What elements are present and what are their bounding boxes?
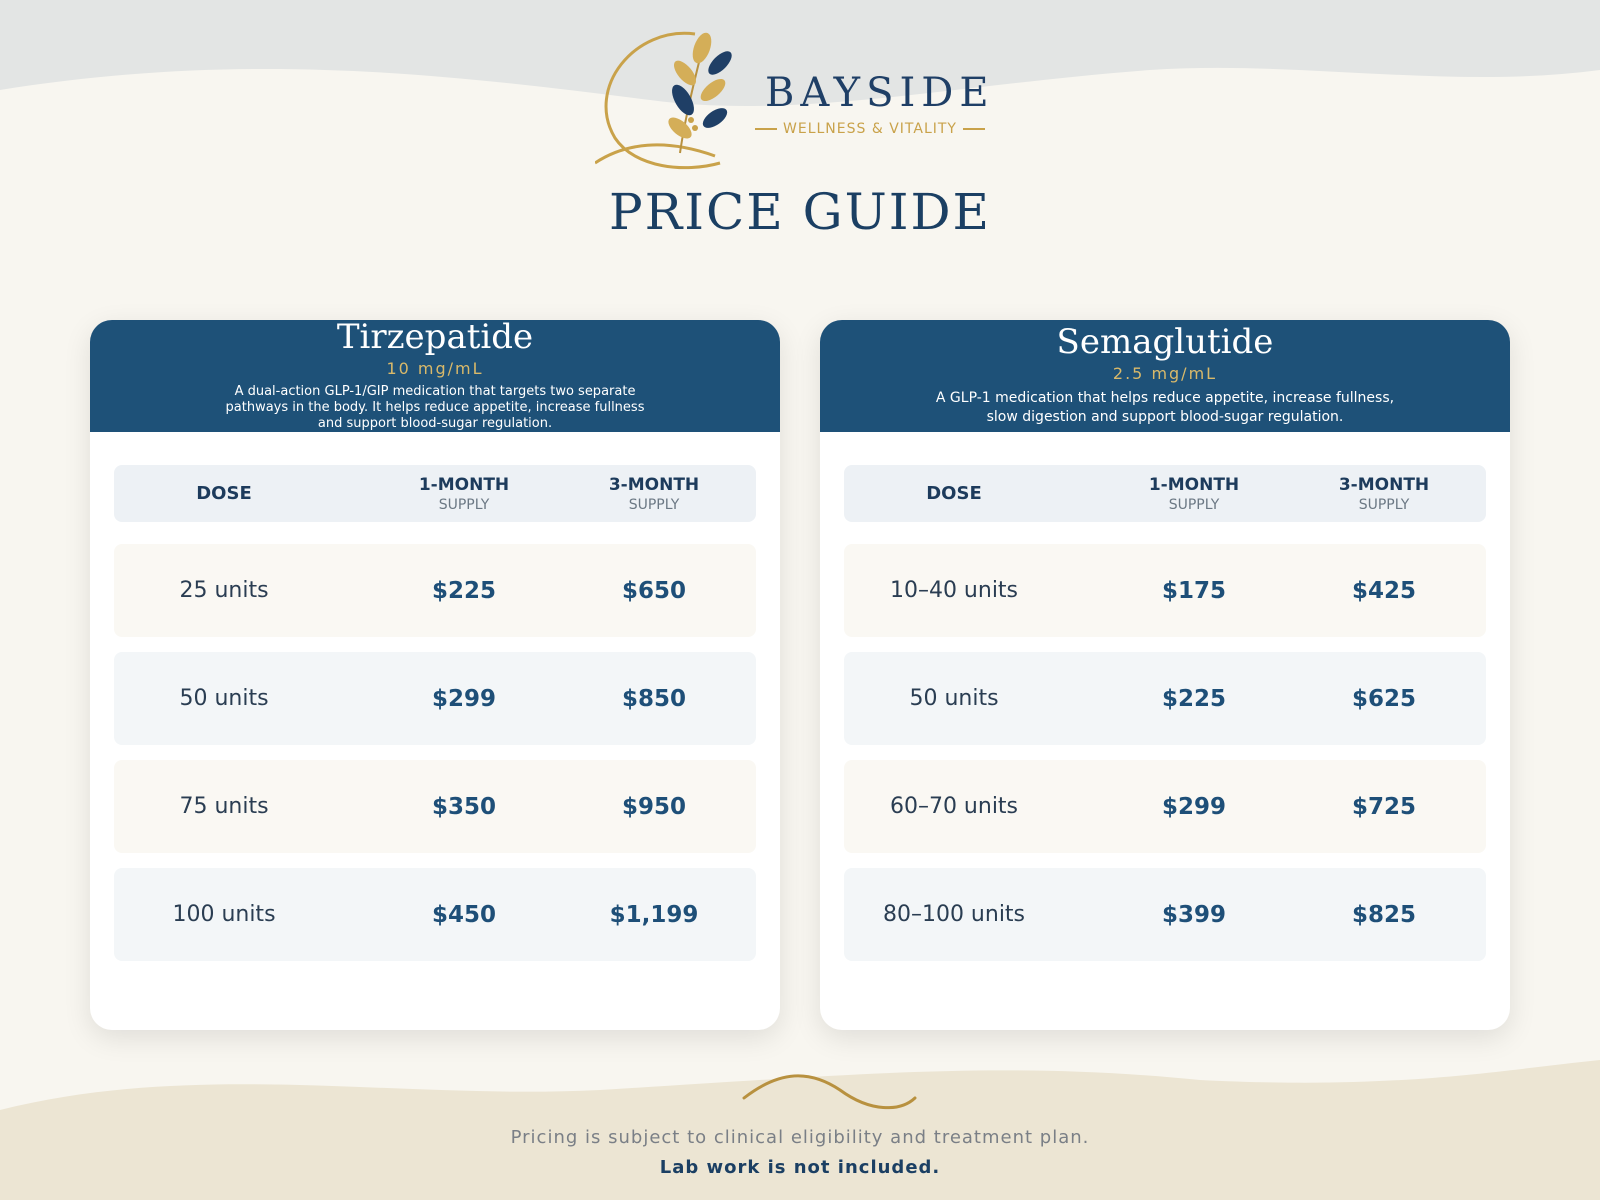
header-1-month-sub: SUPPLY [438,496,490,513]
dose-cell: 100 units [172,902,276,927]
price-1-month: $175 [1161,577,1226,604]
brand-tagline-text: WELLNESS & VITALITY [783,121,957,137]
product-name: Semaglutide [1056,321,1274,362]
leaf-emblem-icon [595,28,745,170]
price-1-month: $299 [431,685,496,712]
brand-tagline [755,121,1005,137]
price-table [114,465,756,961]
table-row [114,652,756,745]
table-row [844,652,1486,745]
table-body [114,544,756,961]
price-1-month: $225 [431,577,496,604]
product-name: Tirzepatide [336,320,534,357]
header-3-month-sub: SUPPLY [1358,496,1410,513]
table-header [844,465,1486,522]
dose-cell: 10–40 units [889,578,1019,603]
header-3-month [594,475,714,513]
price-table [844,465,1486,961]
dose-cell: 75 units [179,794,269,819]
footer-note: Pricing is subject to clinical eligibility and treatment plan. [510,1127,1090,1148]
product-concentration: 2.5 mg/mL [1112,364,1218,384]
table-row [114,868,756,961]
header-dose: DOSE [196,483,252,504]
table-header [114,465,756,522]
product-description: A GLP-1 medication that helps reduce appetite, increase fullness, slow digestion and support blood-sugar regulation. [935,390,1395,426]
header-1-month [1064,475,1324,513]
price-1-month: $299 [1161,793,1226,820]
header-1-month-label: 1-MONTH [1148,474,1240,495]
brand-logo [595,28,1015,170]
price-3-month: $850 [621,685,686,712]
header-dose: DOSE [926,483,982,504]
tagline-rule-right [963,128,985,130]
dose-cell: 50 units [909,686,999,711]
price-1-month: $399 [1161,901,1226,928]
price-3-month: $1,199 [609,901,699,928]
tagline-rule-left [755,128,777,130]
footer-emphasis: Lab work is not included. [659,1157,941,1178]
card-header [90,320,780,432]
swirl-divider-icon [740,1070,920,1120]
price-1-month: $225 [1161,685,1226,712]
dose-cell: 25 units [179,578,269,603]
header-1-month-label: 1-MONTH [418,474,510,495]
price-3-month: $725 [1351,793,1416,820]
product-concentration: 10 mg/mL [386,359,484,379]
page-title: PRICE GUIDE [608,183,992,241]
header-1-month-sub: SUPPLY [1168,496,1220,513]
table-row [114,760,756,853]
price-3-month: $825 [1351,901,1416,928]
header-1-month [334,475,594,513]
dose-cell: 50 units [179,686,269,711]
price-3-month: $425 [1351,577,1416,604]
brand-name: BAYSIDE [765,70,995,116]
table-row [844,544,1486,637]
price-3-month: $950 [621,793,686,820]
header-3-month-label: 3-MONTH [608,474,700,495]
header-3-month-label: 3-MONTH [1338,474,1430,495]
dose-cell: 80–100 units [882,902,1026,927]
card-header [820,320,1510,432]
table-row [844,760,1486,853]
price-card-tirzepatide [90,320,780,1030]
header-3-month [1324,475,1444,513]
price-3-month: $650 [621,577,686,604]
product-description: A dual-action GLP-1/GIP medication that targets two separate pathways in the body. It helps reduce appetite, increase fullness and support blood-sugar regulation. [225,384,645,432]
header-3-month-sub: SUPPLY [628,496,680,513]
price-3-month: $625 [1351,685,1416,712]
price-1-month: $350 [431,793,496,820]
dose-cell: 60–70 units [889,794,1019,819]
price-1-month: $450 [431,901,496,928]
table-row [114,544,756,637]
price-card-semaglutide [820,320,1510,1030]
table-body [844,544,1486,961]
table-row [844,868,1486,961]
